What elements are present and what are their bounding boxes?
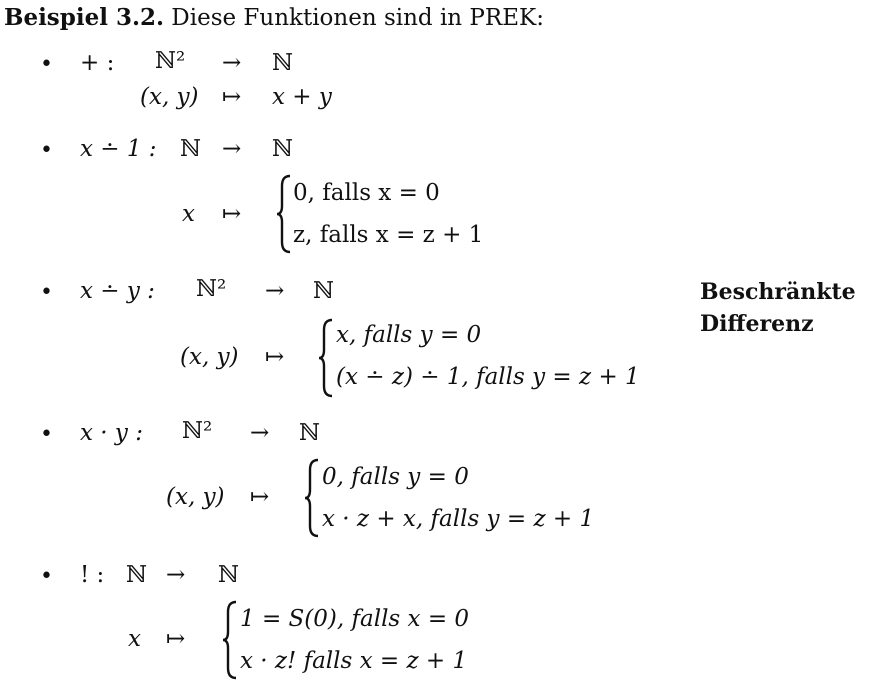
function-codomain: ℕ — [299, 420, 321, 446]
case-line: z, falls x = z + 1 — [293, 222, 484, 248]
case-brace — [304, 458, 318, 538]
function-input: (x, y) — [140, 84, 199, 110]
bullet: • — [40, 422, 53, 447]
example-heading — [4, 4, 544, 31]
function-name: x ∸ 1 : — [80, 136, 157, 162]
function-codomain: ℕ — [218, 562, 240, 588]
case-brace — [276, 174, 290, 254]
arrow: → — [250, 420, 270, 446]
bullet: • — [40, 280, 53, 305]
function-input: (x, y) — [180, 344, 239, 370]
function-name: + : — [80, 50, 115, 76]
function-output: x + y — [272, 84, 332, 110]
function-domain: ℕ — [180, 136, 202, 162]
arrow: → — [222, 136, 242, 162]
arrow: → — [265, 278, 285, 304]
function-name: x · y : — [80, 420, 143, 446]
case-brace — [222, 600, 236, 680]
function-domain: ℕ² — [155, 48, 186, 74]
example-intro-text: Diese Funktionen sind in PREK: — [171, 5, 544, 31]
arrow: → — [222, 50, 242, 76]
mapsto-arrow: ↦ — [250, 484, 270, 510]
function-codomain: ℕ — [272, 50, 294, 76]
case-line: 0, falls y = 0 — [322, 464, 469, 490]
case-line: (x ∸ z) ∸ 1, falls y = z + 1 — [336, 364, 640, 390]
function-name: ! : — [80, 562, 105, 588]
function-domain: ℕ — [126, 562, 148, 588]
function-codomain: ℕ — [313, 278, 335, 304]
case-line: 1 = S(0), falls x = 0 — [240, 606, 470, 632]
case-brace — [318, 318, 332, 398]
function-domain: ℕ² — [182, 418, 213, 444]
case-line: 0, falls x = 0 — [293, 180, 440, 206]
side-note-line: Differenz — [700, 311, 814, 337]
function-input: (x, y) — [166, 484, 225, 510]
function-input: x — [182, 201, 195, 227]
function-codomain: ℕ — [272, 136, 294, 162]
function-input: x — [128, 626, 141, 652]
bullet: • — [40, 52, 53, 77]
mapsto-arrow: ↦ — [265, 344, 285, 370]
mapsto-arrow: ↦ — [166, 626, 186, 652]
function-domain: ℕ² — [196, 276, 227, 302]
case-line: x · z + x, falls y = z + 1 — [322, 506, 595, 532]
function-name: x ∸ y : — [80, 278, 155, 304]
bullet: • — [40, 138, 53, 163]
mapsto-arrow: ↦ — [222, 84, 242, 110]
arrow: → — [166, 562, 186, 588]
case-line: x, falls y = 0 — [336, 322, 482, 348]
case-line: x · z! falls x = z + 1 — [240, 648, 468, 674]
example-number: Beispiel 3.2. — [4, 4, 164, 31]
bullet: • — [40, 564, 53, 589]
mapsto-arrow: ↦ — [222, 201, 242, 227]
side-note — [700, 276, 856, 340]
side-note-line: Beschränkte — [700, 279, 856, 305]
